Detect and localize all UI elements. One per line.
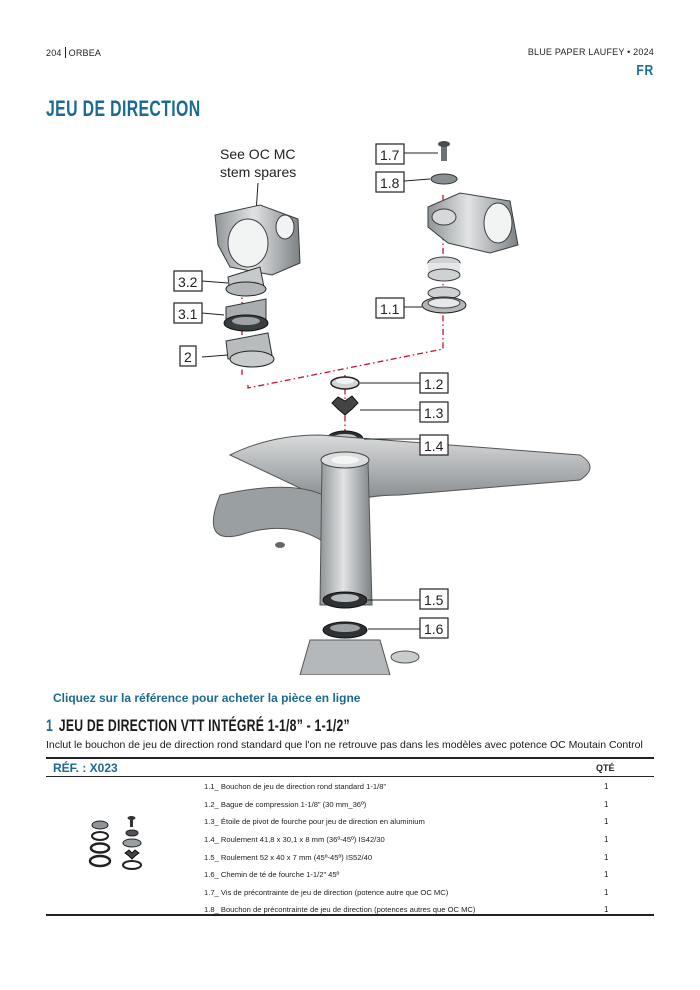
stem-note-line1: See OC MC xyxy=(220,146,296,162)
item-quantity: 1 xyxy=(604,799,609,809)
item-quantity: 1 xyxy=(604,782,609,792)
section-title xyxy=(46,716,350,736)
item-description: 1.8_ Bouchon de précontrainte de jeu de direction (potences autres que OC MC) xyxy=(204,905,476,915)
stem-note-line2: stem spares xyxy=(220,164,297,180)
item-description: 1.4_ Roulement 41,8 x 30,1 x 8 mm (36º-45º) IS42/30 xyxy=(204,835,385,845)
item-quantity: 1 xyxy=(604,905,609,915)
oc-mc-spacers xyxy=(224,267,274,367)
section-number: 1 xyxy=(46,716,54,735)
headset-kit-thumbnail xyxy=(88,815,150,873)
callout-3-1: 3.1 xyxy=(178,306,198,322)
item-description: 1.1_ Bouchon de jeu de direction rond standard 1-1/8” xyxy=(204,782,386,792)
callout-1-1: 1.1 xyxy=(380,301,400,317)
item-quantity: 1 xyxy=(604,835,609,845)
standard-stem xyxy=(422,141,518,313)
list-item xyxy=(204,884,654,902)
item-quantity: 1 xyxy=(604,852,609,862)
catalog-name: BLUE PAPER LAUFEY • 2024 xyxy=(527,47,654,57)
quantity-header: QTÉ xyxy=(596,763,615,773)
callout-1-8: 1.8 xyxy=(380,175,400,191)
table-header-rule xyxy=(46,776,654,777)
page-number: 204 xyxy=(46,48,62,58)
list-item xyxy=(204,848,654,866)
section-title-text: JEU DE DIRECTION VTT INTÉGRÉ 1-1/8” - 1-1/2” xyxy=(58,716,350,735)
table-top-rule xyxy=(46,757,654,759)
item-quantity: 1 xyxy=(604,817,609,827)
section-description: Inclut le bouchon de jeu de direction rond standard que l'on ne retrouve pas dans les modèles avec potence OC Moutain Control xyxy=(46,739,643,751)
callout-3-2: 3.2 xyxy=(178,274,198,290)
page-title: JEU DE DIRECTION xyxy=(46,96,201,121)
callout-1-4: 1.4 xyxy=(424,438,444,454)
callout-2: 2 xyxy=(184,349,192,365)
table-bottom-rule xyxy=(46,914,654,916)
list-item xyxy=(204,831,654,849)
callout-1-7: 1.7 xyxy=(380,147,400,163)
list-item xyxy=(204,901,654,919)
lower-headset-parts xyxy=(300,592,419,675)
oc-mc-stem xyxy=(215,146,300,275)
item-quantity: 1 xyxy=(604,887,609,897)
frame-head-tube xyxy=(213,435,590,605)
item-description: 1.7_ Vis de précontrainte de jeu de direction (potence autre que OC MC) xyxy=(204,887,449,897)
buy-online-link[interactable]: Cliquez sur la référence pour acheter la pièce en ligne xyxy=(53,691,361,705)
callout-1-5: 1.5 xyxy=(424,592,444,608)
list-item xyxy=(204,866,654,884)
headset-exploded-diagram xyxy=(160,135,630,675)
item-description: 1.3_ Étoile de pivot de fourche pour jeu de direction en aluminium xyxy=(204,817,425,827)
callout-1-2: 1.2 xyxy=(424,376,444,392)
list-item xyxy=(204,778,654,796)
item-description: 1.2_ Bague de compression 1-1/8” (30 mm_36º) xyxy=(204,799,367,809)
parts-list xyxy=(204,778,654,919)
brand-name: ORBEA xyxy=(68,48,102,58)
language-badge: FR xyxy=(636,62,654,79)
header-divider xyxy=(65,47,66,58)
list-item xyxy=(204,813,654,831)
item-quantity: 1 xyxy=(604,870,609,880)
reference-link[interactable]: RÉF. : X023 xyxy=(53,761,118,775)
callout-1-6: 1.6 xyxy=(424,621,444,637)
item-description: 1.5_ Roulement 52 x 40 x 7 mm (45º-45º) IS52/40 xyxy=(204,852,373,862)
page-header-left xyxy=(46,47,101,58)
callout-1-3: 1.3 xyxy=(424,405,444,421)
list-item xyxy=(204,796,654,814)
item-description: 1.6_ Chemin de té de fourche 1-1/2” 45º xyxy=(204,870,340,880)
